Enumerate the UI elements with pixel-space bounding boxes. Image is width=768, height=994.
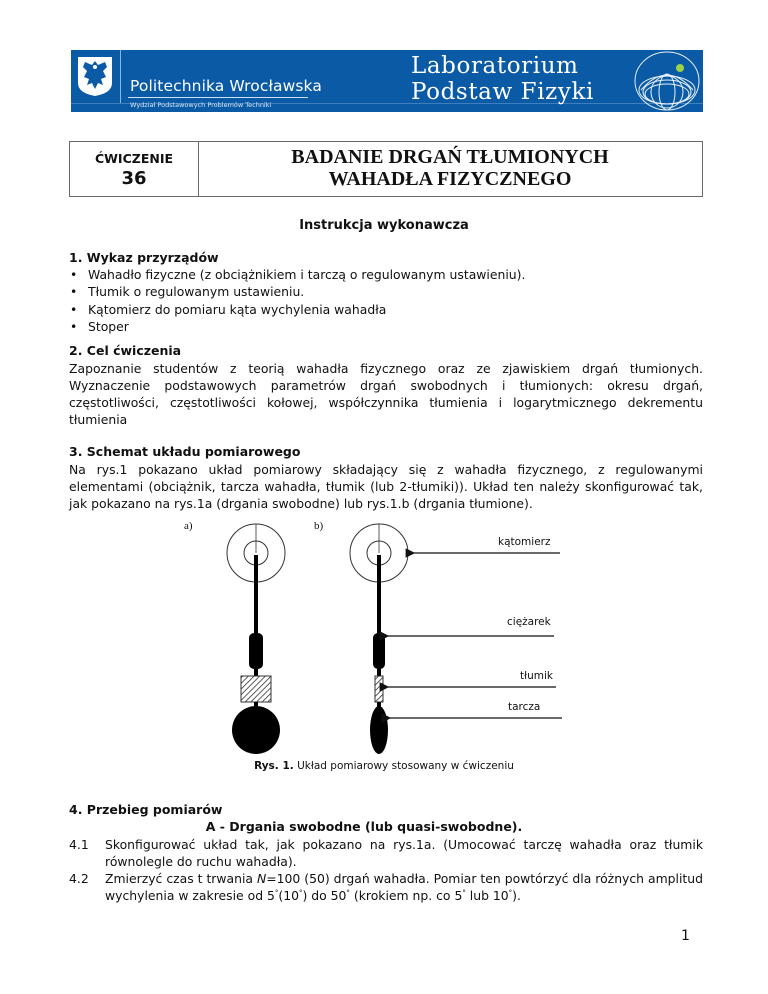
section2-heading: 2. Cel ćwiczenia [69,343,182,358]
equipment-list [69,266,525,335]
step-text [105,870,703,904]
step-number: 4.2 [69,871,89,886]
exercise-title-line2: WAHADŁA FIZYCZNEGO [328,168,572,190]
variable-N: N [256,871,267,886]
degree-symbol: ° [346,888,350,897]
pendulum-diagram [170,505,580,760]
figure-caption [0,760,768,772]
step-text-part: ) do 50 [302,888,347,903]
degree-symbol: ° [462,888,466,897]
panel-a-label: a) [184,520,193,532]
step-text-part: =100 (50) drgań wahadła. Pomiar ten powtórzyć dla różnych amplitud wychylenia w zakresie od 5 [105,871,703,903]
exercise-title-line1: BADANIE DRGAŃ TŁUMIONYCH [291,146,609,168]
step-text: Skonfigurować układ tak, jak pokazano na rys.1a. (Umocować tarczę wahadła oraz tłumik równolegle do ruchu wahadła). [105,837,703,869]
caption-text: Układ pomiarowy stosowany w ćwiczeniu [293,760,514,772]
lab-title-line2: Podstaw Fizyki [411,79,594,105]
step-text-part: lub 10 [465,888,509,903]
page-number: 1 [681,928,690,944]
step-4-1 [69,836,703,870]
step-number: 4.1 [69,837,89,852]
step-text-part: (10 [278,888,299,903]
exercise-title-cell [198,142,702,200]
exercise-number-cell [70,142,199,196]
crest-frame [71,50,121,103]
section4-heading: 4. Przebieg pomiarów [69,802,223,817]
step-text-part: (krokiem np. co 5 [349,888,463,903]
list-item: • Tłumik o regulowanym ustawieniu. [69,283,525,300]
section2-text: Zapoznanie studentów z teorią wahadła fizycznego oraz ze zjawiskiem drgań tłumionych. Wyznaczenie podstawowych parametrów drgań swobodnych i tłumionych: okresu drgań, częstotliwości, częstotliwości kołowej, współczynnika tłumienia i logarytmicznego dekrementu tłumienia [69,361,703,427]
section4-subheading: A - Drgania swobodne (lub quasi-swobodne). [205,819,523,834]
degree-symbol: ° [298,888,303,897]
document-subtitle: Instrukcja wykonawcza [299,218,469,233]
header-banner [71,50,703,112]
step-text-part: Zmierzyć czas t trwania [105,871,257,886]
label-disc: tarcza [508,701,541,713]
panel-a-pendulum [227,524,285,754]
label-protractor: kątomierz [498,536,551,548]
list-item: • Wahadło fizyczne (z obciążnikiem i tarczą o regulowanym ustawieniu). [69,266,525,283]
lab-title-line1: Laboratorium [411,53,579,79]
physics-atom-logo-icon [633,50,701,112]
list-item: • Stoper [69,318,525,335]
panel-b-label: b) [314,520,324,532]
label-damper: tłumik [520,670,553,682]
section3-text: Na rys.1 pokazano układ pomiarowy składający się z wahadła fizycznego, z regulowanymi elementami (obciążnik, tarcza wahadła, tłumik (lub 2-tłumiki)). Układ ten należy skonfigurować tak, jak pokazano na rys.1a (drgania swobodne) lub rys.1.b (drgania tłumione). [69,462,703,511]
university-name: Politechnika Wrocławska [130,77,322,95]
degree-symbol: ° [274,888,279,897]
caption-prefix: Rys. 1. [254,760,294,772]
step-4-2 [69,870,703,904]
list-item: • Kątomierz do pomiaru kąta wychylenia wahadła [69,301,525,318]
exercise-label: ĆWICZENIE [94,151,174,166]
exercise-title-box [69,141,703,197]
university-crest-icon [75,53,115,97]
section3-heading: 3. Schemat układu pomiarowego [69,444,301,459]
exercise-number: 36 [121,168,147,189]
university-underline [128,97,308,98]
lab-title [411,53,594,105]
panel-b-pendulum [350,524,562,754]
section1-heading: 1. Wykaz przyrządów [69,250,219,265]
degree-symbol: ° [508,888,513,897]
faculty-name: Wydział Podstawowych Problemów Techniki [130,101,272,109]
label-weight: ciężarek [507,616,551,628]
step-text-part: ). [512,888,521,903]
